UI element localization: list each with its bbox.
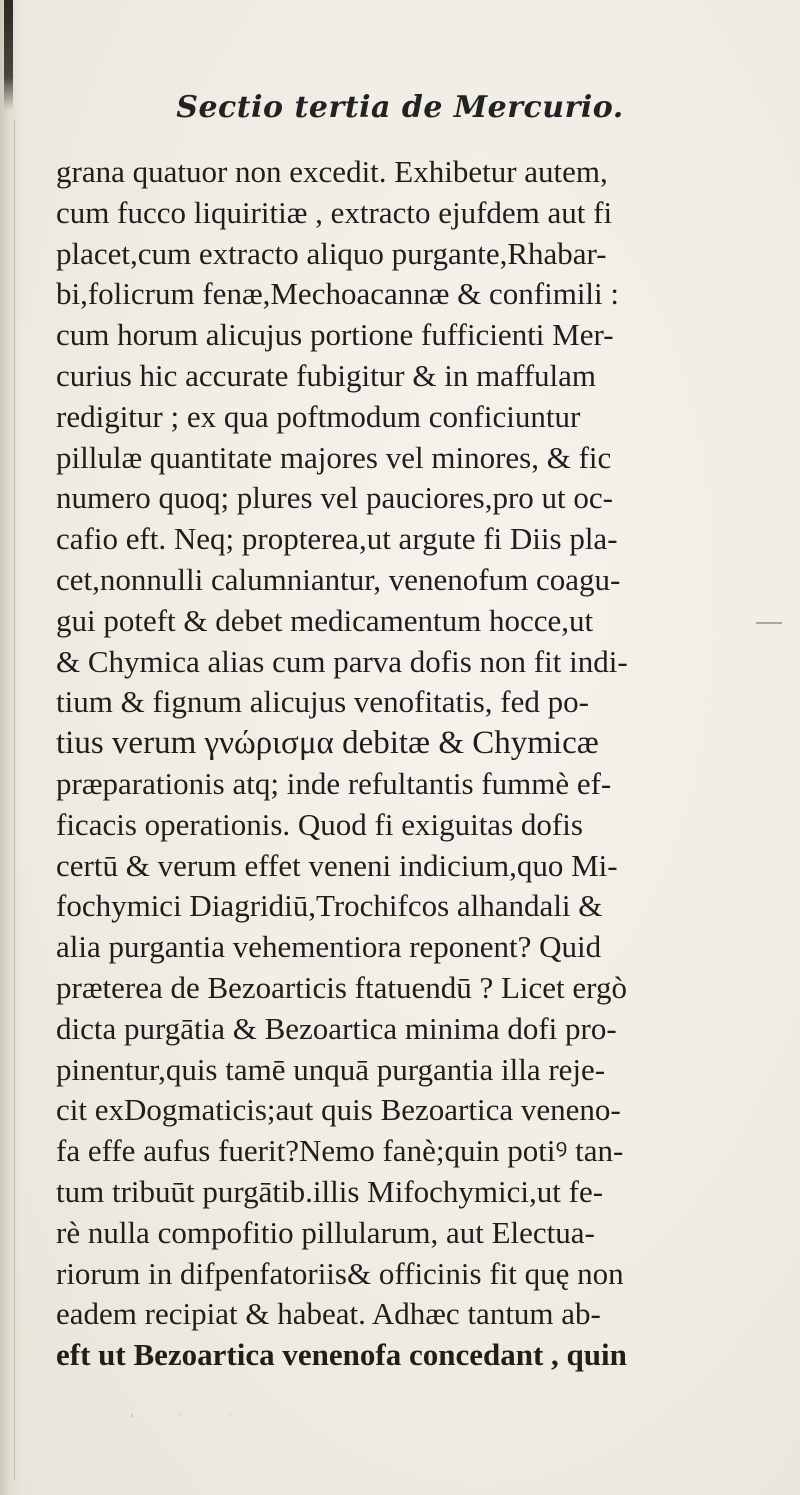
text-line: numero quoq; plures vel pauciores,pro ut oc- (56, 480, 613, 516)
text-line: cum horum alicujus portione fufficienti Mer- (56, 317, 614, 353)
text-line: dicta purgātia & Bezoartica minima dofi pro- (56, 1010, 617, 1046)
text-line: fochymici Diagridiū,Trochifcos alhandali & (56, 888, 603, 924)
text-line: certū & verum effet veneni indicium,quo Mi- (56, 847, 618, 883)
text-line: tium & fignum alicujus venofitatis, fed po- (56, 684, 589, 720)
text-line: tius verum γνώρισμα debitæ & Chymicæ (56, 725, 599, 762)
body-text (56, 152, 772, 1376)
text-line: placet,cum extracto aliquo purgante,Rhabar- (56, 235, 607, 271)
text-line: rè nulla compofitio pillularum, aut Electua- (56, 1214, 595, 1250)
text-line: alia purgantia vehementiora reponent? Quid (56, 929, 602, 965)
text-line: præterea de Bezoarticis ftatuendū ? Licet ergò (56, 969, 627, 1005)
text-line: pillulæ quantitate majores vel minores, & fic (56, 439, 612, 475)
faint-bottom-marks: ' ˙ ˙ (130, 1412, 253, 1426)
text-line: præparationis atq; inde refultantis fummè ef- (56, 765, 612, 801)
text-line: & Chymica alias cum parva dofis non fit indi- (56, 643, 628, 679)
text-line: eft ut Bezoartica venenofa concedant , quin (56, 1337, 627, 1373)
text-line: riorum in difpenfatoriis& officinis fit quę non (56, 1255, 624, 1291)
text-line: curius hic accurate fubigitur & in maffulam (56, 357, 597, 393)
text-line: pinentur,quis tamē unquā purgantia illa reje- (56, 1051, 606, 1087)
text-line: eadem recipiat & habeat. Adhæc tantum ab- (56, 1296, 601, 1332)
text-line: cafio eft. Neq; propterea,ut argute fi Diis pla- (56, 521, 618, 557)
text-line: grana quatuor non excedit. Exhibetur autem, (56, 154, 608, 189)
text-line: bi,folicrum fenæ,Mechoacannæ & confimili : (56, 276, 620, 312)
text-line: cet,nonnulli calumniantur, venenofum coagu- (56, 561, 621, 597)
text-line: cit exDogmaticis;aut quis Bezoartica veneno- (56, 1092, 621, 1128)
text-line: ficacis operationis. Quod fi exiguitas dofis (56, 806, 583, 842)
text-line: redigitur ; ex qua poftmodum conficiuntur (56, 398, 581, 434)
text-line: fa effe aufus fuerit?Nemo fanè;quin potiꝰ tan- (56, 1133, 624, 1169)
running-head: Sectio tertia de Mercurio. (176, 90, 624, 125)
text-line: gui poteft & debet medicamentum hocce,ut (56, 602, 594, 638)
text-line: tum tribuūt purgātib.illis Mifochymici,ut fe- (56, 1173, 604, 1209)
page-binding-edge (0, 0, 22, 1495)
text-line: cum fucco liquiritiæ , extracto ejufdem aut fi (56, 194, 613, 230)
inner-margin-rule (14, 120, 15, 1480)
